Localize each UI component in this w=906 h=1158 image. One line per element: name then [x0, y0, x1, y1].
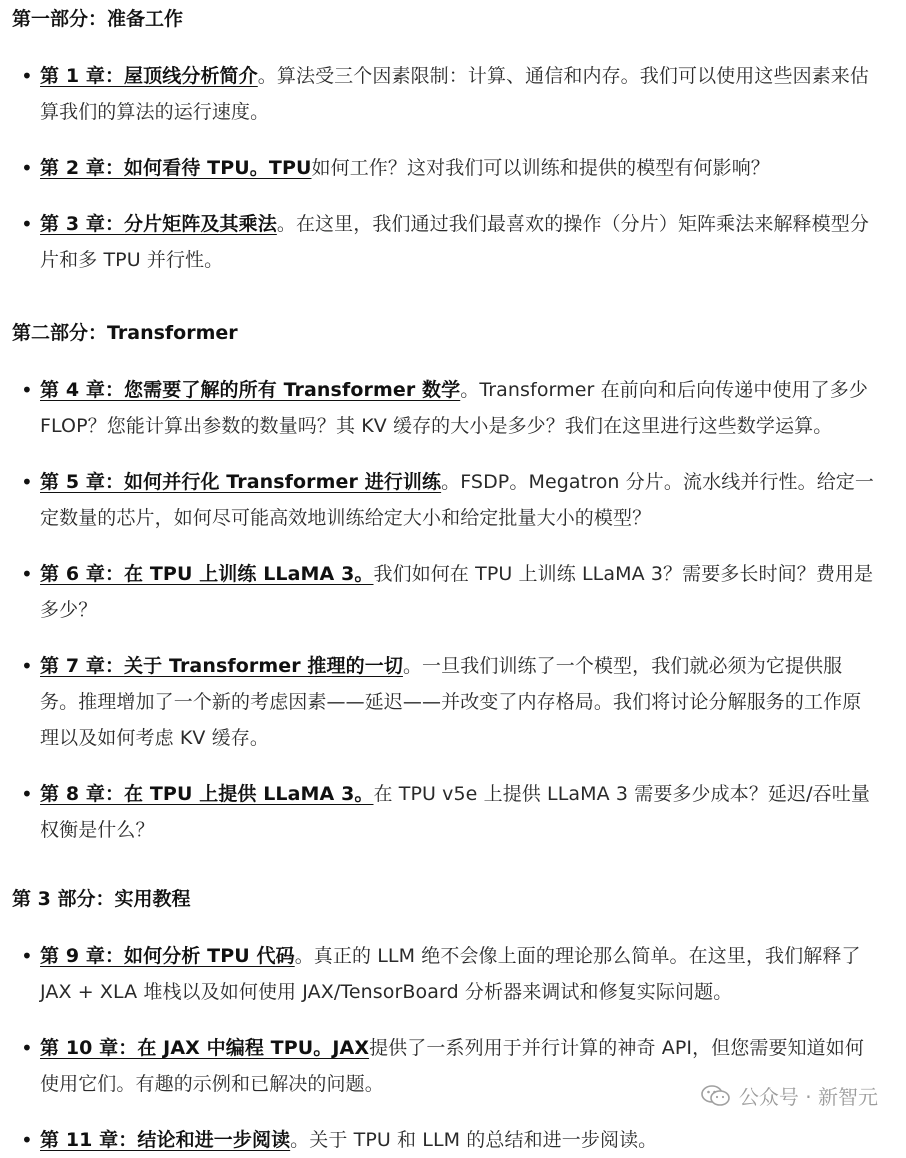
chapter-9-item [12, 938, 880, 1010]
bullet: • [21, 64, 33, 88]
chapter-3-link[interactable]: 第 3 章：分片矩阵及其乘法 [40, 213, 277, 235]
bullet: • [21, 654, 33, 678]
document-body [0, 6, 906, 1158]
chapter-2-desc: 如何工作？这对我们可以训练和提供的模型有何影响？ [311, 157, 770, 179]
chapter-4-item [12, 372, 880, 444]
bullet: • [21, 944, 33, 968]
chapter-10-desc: 提供了一系列用于并行计算的神奇 API，但您需要知道如何使用它们。有趣的示例和已解决的问题。 [40, 1037, 864, 1095]
chapter-5-item [12, 464, 880, 536]
chapter-8-desc: 在 TPU v5e 上提供 LLaMA 3 需要多少成本？延迟/吞吐量权衡是什么？ [40, 783, 870, 841]
bullet: • [21, 212, 33, 236]
chapter-3-desc: 。在这里，我们通过我们最喜欢的操作（分片）矩阵乘法来解释模型分片和多 TPU 并行性。 [40, 213, 869, 271]
chapter-6-item [12, 556, 880, 628]
chapter-4-desc: 。Transformer 在前向和后向传递中使用了多少 FLOP？您能计算出参数的数量吗？其 KV 缓存的大小是多少？我们在这里进行这些数学运算。 [40, 379, 868, 437]
bullet: • [21, 1128, 33, 1152]
chapter-11-desc: 。关于 TPU 和 LLM 的总结和进一步阅读。 [290, 1129, 658, 1151]
part-3-chapter-list [12, 938, 880, 1158]
chapter-1-link[interactable]: 第 1 章：屋顶线分析简介 [40, 65, 258, 87]
bullet: • [21, 782, 33, 806]
part-2-chapter-list [12, 372, 880, 848]
wechat-icon [701, 1084, 731, 1108]
chapter-8-link[interactable]: 第 8 章：在 TPU 上提供 LLaMA 3。 [40, 783, 374, 805]
chapter-1-item [12, 58, 880, 130]
chapter-9-desc: 。真正的 LLM 绝不会像上面的理论那么简单。在这里，我们解释了 JAX + XLA 堆栈以及如何使用 JAX/TensorBoard 分析器来调试和修复实际问题。 [40, 945, 861, 1003]
part-1-chapter-list [12, 58, 880, 278]
part-3-heading: 第 3 部分：实用教程 [12, 888, 191, 910]
chapter-2-link[interactable]: 第 2 章：如何看待 TPU。TPU [40, 157, 312, 179]
chapter-4-link[interactable]: 第 4 章：您需要了解的所有 Transformer 数学 [40, 379, 461, 401]
chapter-2-item [12, 150, 880, 186]
chapter-6-link[interactable]: 第 6 章：在 TPU 上训练 LLaMA 3。 [40, 563, 374, 585]
bullet: • [21, 156, 33, 180]
chapter-10-link[interactable]: 第 10 章：在 JAX 中编程 TPU。JAX [40, 1037, 370, 1059]
watermark [701, 1081, 878, 1110]
bullet: • [21, 470, 33, 494]
chapter-1-desc: 。算法受三个因素限制：计算、通信和内存。我们可以使用这些因素来估算我们的算法的运行速度。 [40, 65, 869, 123]
part-2-heading: 第二部分：Transformer [12, 322, 238, 344]
chapter-7-desc: 。一旦我们训练了一个模型，我们就必须为它提供服务。推理增加了一个新的考虑因素——延迟——并改变了内存格局。我们将讨论分解服务的工作原理以及如何考虑 KV 缓存。 [40, 655, 862, 749]
bullet: • [21, 1036, 33, 1060]
chapter-11-item [12, 1122, 880, 1158]
chapter-7-link[interactable]: 第 7 章：关于 Transformer 推理的一切 [40, 655, 403, 677]
chapter-8-item [12, 776, 880, 848]
chapter-3-item [12, 206, 880, 278]
chapter-7-item [12, 648, 880, 756]
chapter-5-link[interactable]: 第 5 章：如何并行化 Transformer 进行训练 [40, 471, 442, 493]
watermark-text: 公众号 · 新智元 [738, 1085, 878, 1109]
chapter-6-desc: 我们如何在 TPU 上训练 LLaMA 3？需要多长时间？费用是多少？ [40, 563, 874, 621]
bullet: • [21, 378, 33, 402]
chapter-11-link[interactable]: 第 11 章：结论和进一步阅读 [40, 1129, 291, 1151]
chapter-9-link[interactable]: 第 9 章：如何分析 TPU 代码 [40, 945, 295, 967]
part-1-heading: 第一部分：准备工作 [12, 8, 184, 30]
chapter-5-desc: 。FSDP。Megatron 分片。流水线并行性。给定一定数量的芯片，如何尽可能高效地训练给定大小和给定批量大小的模型？ [40, 471, 875, 529]
bullet: • [21, 562, 33, 586]
